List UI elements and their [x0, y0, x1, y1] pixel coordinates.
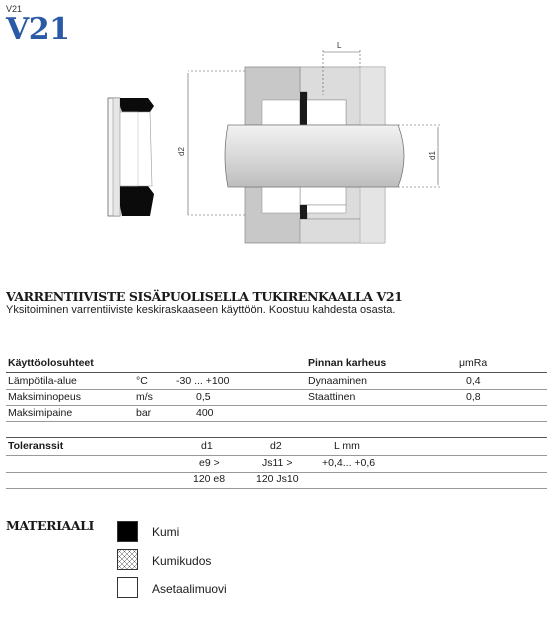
cell-label: Dynaaminen [308, 375, 367, 387]
cell-label: Lämpötila-alue [8, 375, 77, 387]
cell-value: 0,4 [466, 375, 481, 387]
table-divider [6, 421, 547, 422]
material-swatch-acetal [117, 577, 138, 598]
product-code-small: V21 [6, 4, 23, 14]
roughness-unit: μmRa [459, 357, 488, 369]
product-code: V21 [6, 12, 70, 47]
roughness-header: Pinnan karheus [308, 357, 387, 369]
cell-value: 120 e8 [193, 473, 226, 485]
dim-label-l: L [337, 41, 342, 50]
piston-rod [225, 125, 404, 187]
cell-unit: bar [136, 407, 152, 419]
tolerances-header: Toleranssit [8, 440, 64, 452]
material-swatch-rubber [117, 521, 138, 542]
cell-label: Maksimipaine [8, 407, 73, 419]
table-row [6, 456, 547, 472]
table-row [6, 406, 547, 422]
col-header: d2 [270, 440, 282, 452]
cell-label: Staattinen [308, 391, 356, 403]
product-title: VARRENTIIVISTE SISÄPUOLISELLA TUKIRENKAALLA V21 [6, 289, 403, 304]
cell-value: 120 Js10 [256, 473, 299, 485]
material-label: Kumi [152, 525, 180, 539]
table-divider [6, 488, 547, 489]
cell-value: 0,5 [196, 391, 211, 403]
material-swatch-fabric [117, 549, 138, 570]
tolerances-header-row [6, 439, 547, 455]
material-label: Kumikudos [152, 554, 212, 568]
materials-title: MATERIAALI [6, 518, 94, 533]
cell-unit: °C [136, 375, 148, 387]
cell-value: e9 > [199, 457, 220, 469]
cell-value: 0,8 [466, 391, 481, 403]
seal-drawing [0, 40, 555, 255]
col-header: d1 [201, 440, 213, 452]
material-label: Asetaalimuovi [152, 582, 227, 596]
operating-header-row [6, 356, 547, 372]
dim-label-d2: d2 [177, 147, 186, 156]
table-row [6, 472, 547, 488]
cell-value: -30 ... +100 [176, 375, 230, 387]
col-header: L mm [334, 440, 360, 452]
product-description: Yksitoiminen varrentiiviste keskiraskaaseen käyttöön. Koostuu kahdesta osasta. [6, 304, 396, 316]
cell-value: Js11 > [262, 457, 293, 469]
seal-ring-illustration [108, 98, 154, 216]
cell-label: Maksiminopeus [8, 391, 81, 403]
operating-header: Käyttöolosuhteet [8, 357, 94, 369]
dim-label-d1: d1 [428, 151, 437, 160]
table-row [6, 390, 547, 406]
cell-unit: m/s [136, 391, 153, 403]
cell-value: +0,4... +0,6 [322, 457, 376, 469]
cell-value: 400 [196, 407, 214, 419]
table-divider [6, 437, 547, 438]
table-divider [6, 372, 547, 373]
table-row [6, 374, 547, 390]
